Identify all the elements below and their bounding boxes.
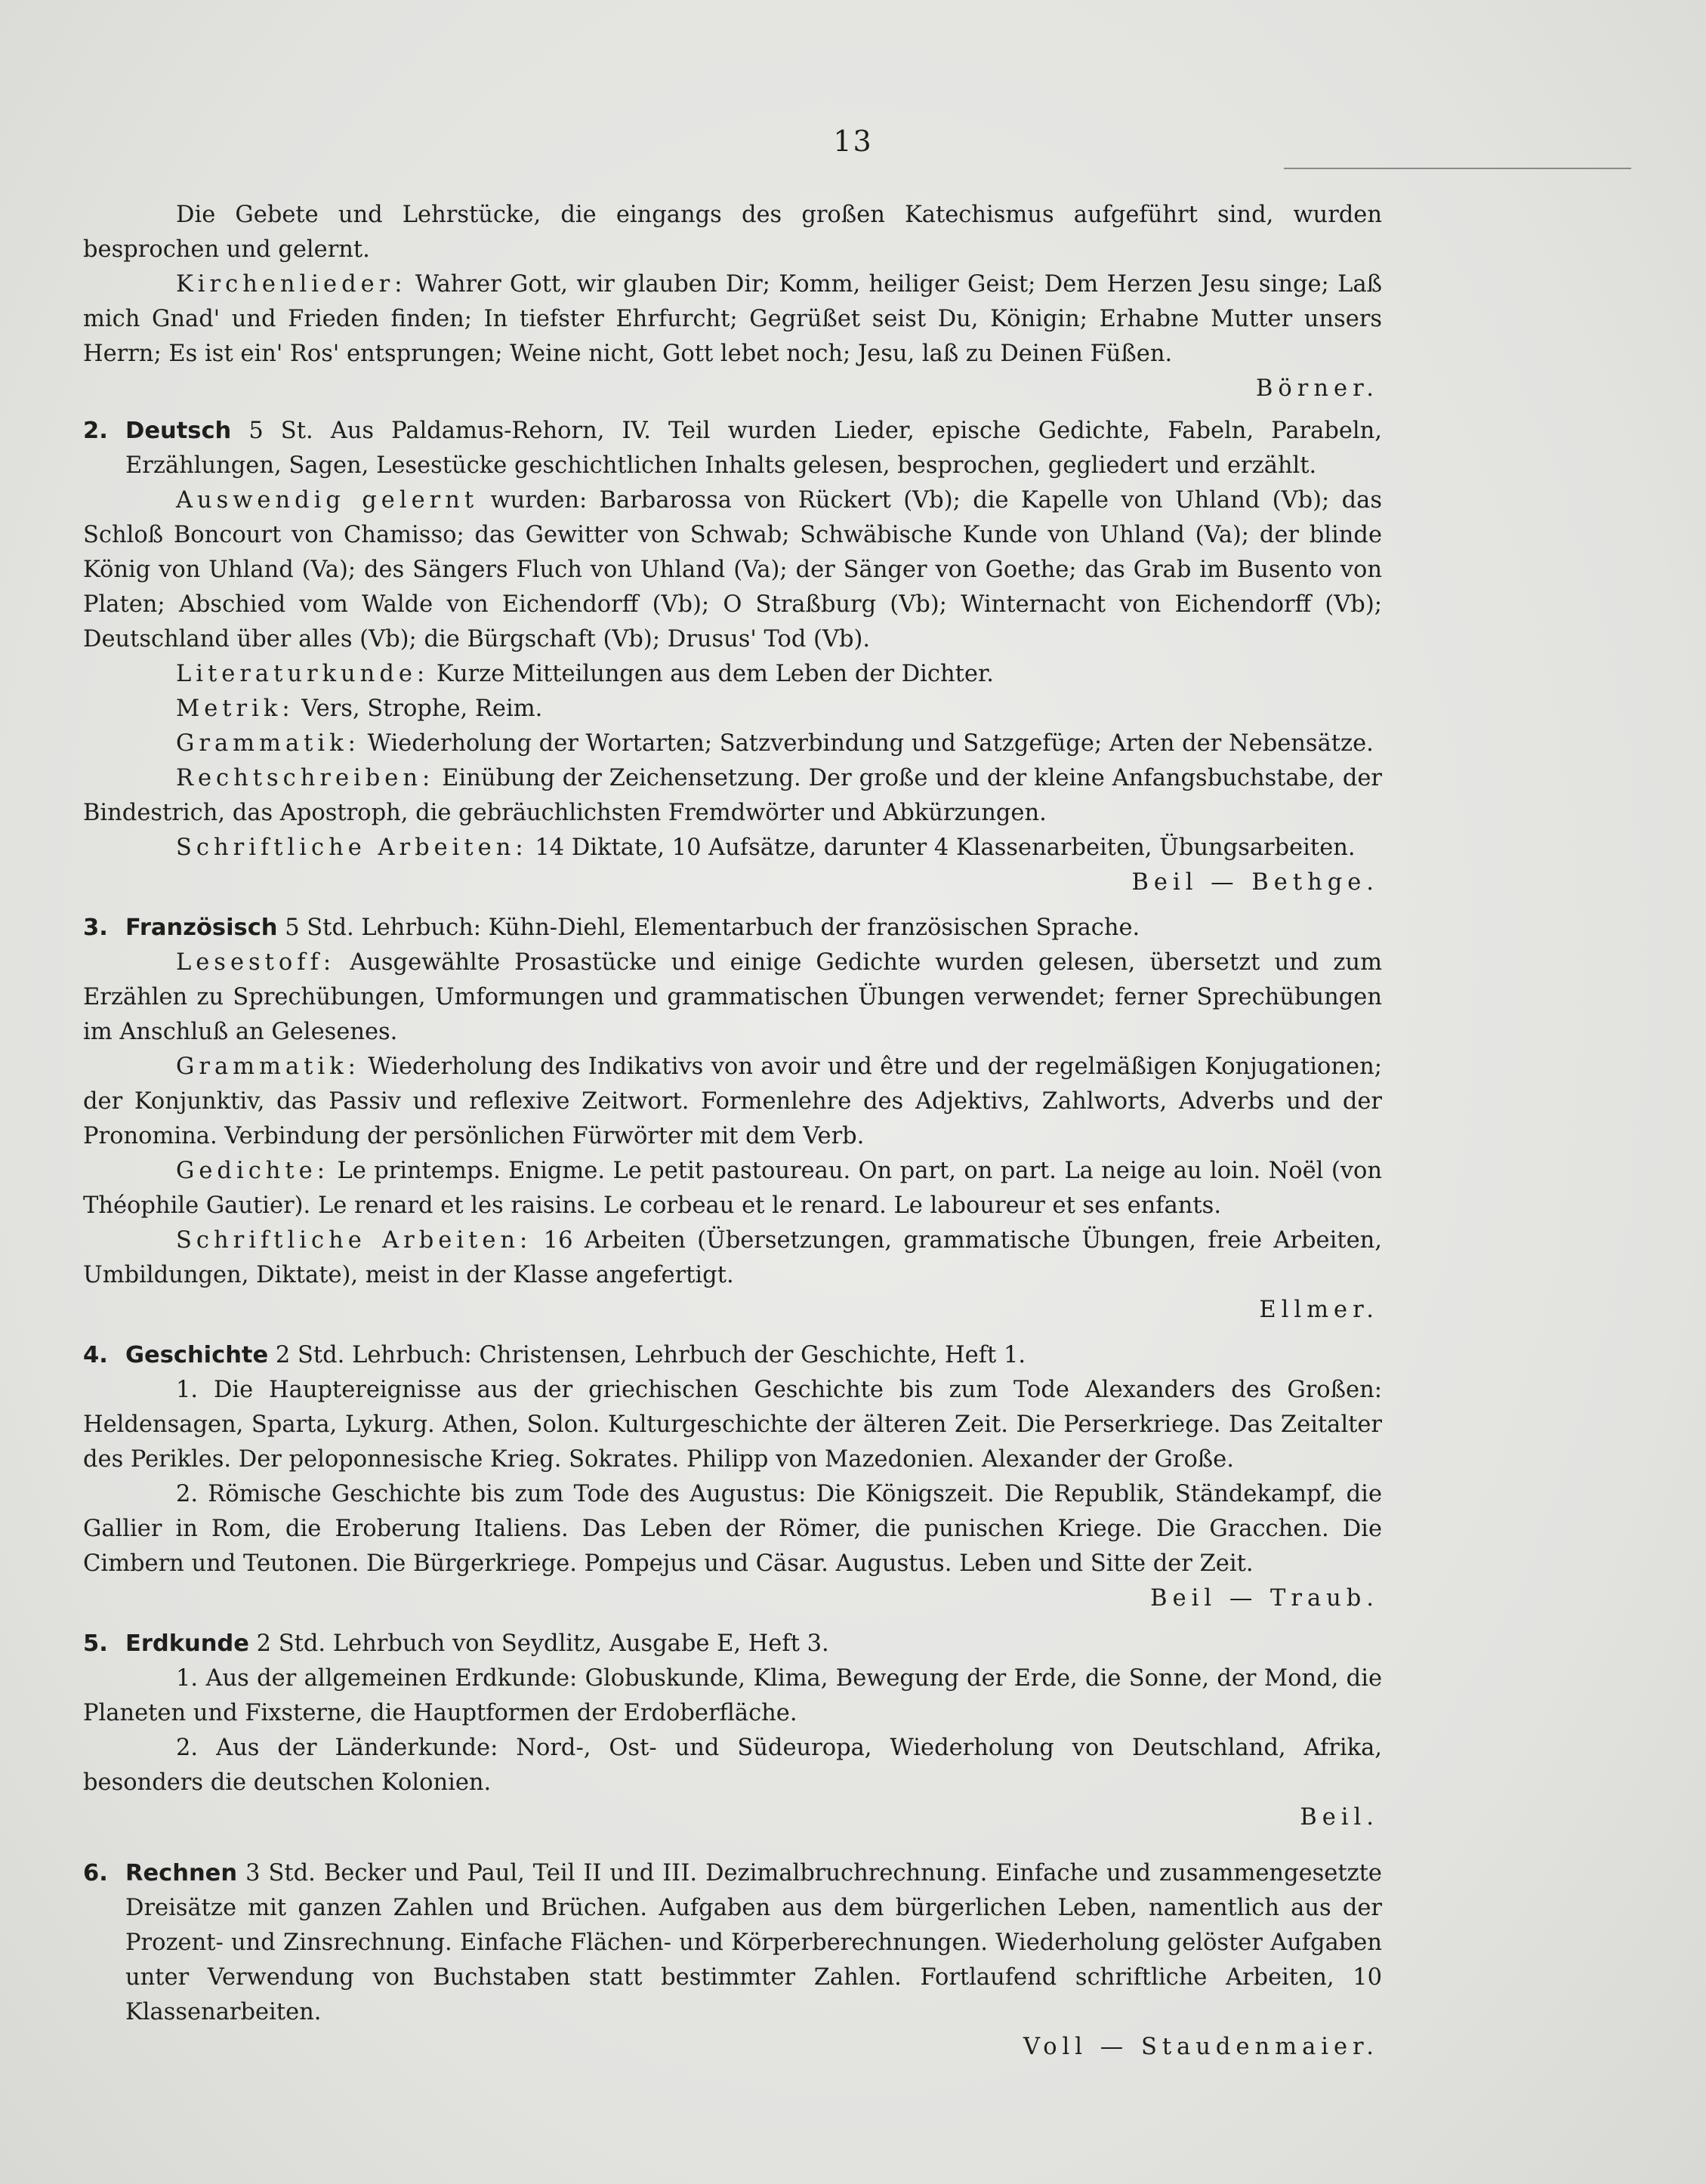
section-item-paragraph: [83, 692, 1382, 726]
item-label: Grammatik:: [176, 730, 360, 757]
section-item-paragraph: [83, 1731, 1382, 1800]
item-text: Ausgewählte Prosastücke und einige Gedichte wurden gelesen, übersetzt und zum Erzählen zu Sprechübungen, Umformungen und grammatischen Übungen verwendet; ferner Sprechübungen im Anschluß an Gelesenes.: [83, 949, 1382, 1045]
item-label: Grammatik:: [176, 1053, 360, 1080]
section-number: 3.: [83, 915, 108, 941]
item-text: Römische Geschichte bis zum Tode des Augustus: Die Königszeit. Die Republik, Ständekampf, die Gallier in Rom, die Eroberung Italiens. Das Leben der Römer, die punischen Kriege. Die Gracchen. Die Cimbern und Teutonen. Die Bürgerkriege. Pompejus und Cäsar. Augustus. Leben und Sitte der Zeit.: [83, 1481, 1382, 1577]
item-label: Metrik:: [176, 696, 295, 722]
header-rule: [1284, 168, 1631, 169]
section-hours: 5 St.: [248, 418, 313, 444]
section-number: 2.: [83, 418, 108, 444]
section-signature: Voll — Staudenmaier.: [1023, 2034, 1379, 2060]
kirchenlieder-label: Kirchenlieder:: [176, 271, 407, 298]
section-intro-paragraph: [125, 911, 1382, 945]
section-item-paragraph: [83, 1154, 1382, 1223]
section-intro-paragraph: [125, 1627, 1382, 1661]
section-intro-paragraph: [125, 1856, 1382, 2030]
kirchenlieder-text: Wahrer Gott, wir glauben Dir; Komm, heiliger Geist; Dem Herzen Jesu singe; Laß mich Gnad' und Frieden finden; In tiefster Ehrfurcht; Gegrüßet seist Du, Königin; Erhabne Mutter unsers Herrn; Es ist ein' Ros' entsprungen; Weine nicht, Gott lebet noch; Jesu, laß zu Deinen Füßen.: [83, 271, 1382, 367]
section-signature: Beil — Bethge.: [1131, 869, 1379, 896]
section-2: [83, 414, 1382, 900]
section-hours: 2 Std.: [256, 1630, 326, 1657]
item-label: Literaturkunde:: [176, 661, 430, 687]
section-signature: Beil — Traub.: [1150, 1585, 1379, 1612]
section-number: 5.: [83, 1630, 108, 1657]
section-title: Erdkunde: [125, 1630, 249, 1657]
section-number: 4.: [83, 1342, 108, 1368]
item-text: 16 Arbeiten (Übersetzungen, grammatische Übungen, freie Arbeiten, Umbildungen, Diktate), meist in der Klasse angefertigt.: [83, 1227, 1382, 1288]
item-label: 1.: [176, 1665, 199, 1692]
item-text: 14 Diktate, 10 Aufsätze, darunter 4 Klassenarbeiten, Übungsarbeiten.: [535, 834, 1356, 861]
section-heading-row: [83, 1338, 1382, 1373]
section-item-paragraph: [83, 1477, 1382, 1581]
section-item-paragraph: [83, 1661, 1382, 1731]
item-text: Vers, Strophe, Reim.: [301, 696, 543, 722]
kirchenlieder-paragraph: [83, 267, 1382, 372]
section-intro-text: Lehrbuch von Seydlitz, Ausgabe E, Heft 3.: [332, 1630, 829, 1657]
item-text: Aus der Länderkunde: Nord-, Ost- und Südeuropa, Wiederholung von Deutschland, Afrika, besonders die deutschen Kolonien.: [83, 1735, 1382, 1796]
item-label: 2.: [176, 1735, 199, 1761]
section-heading-row: [83, 1856, 1382, 2030]
section-item-paragraph: [83, 1223, 1382, 1293]
document-body: [83, 198, 1382, 2065]
section-item-paragraph: [83, 483, 1382, 657]
item-text: Wiederholung des Indikativs von avoir und être und der regelmäßigen Konjugationen; der Konjunktiv, das Passiv und reflexive Zeitwort. Formenlehre des Adjektivs, Zahlworts, Adverbs und der Pronomina. Verbindung der persönlichen Fürwörter mit dem Verb.: [83, 1053, 1382, 1149]
section-item-paragraph: [83, 726, 1382, 761]
item-label: 2.: [176, 1481, 199, 1507]
item-label: Rechtschreiben:: [176, 765, 435, 791]
section-intro-text: Becker und Paul, Teil II und III. Dezimalbruchrechnung. Einfache und zusammengesetzte Dreisätze mit ganzen Zahlen und Brüchen. Aufgaben aus dem bürgerlichen Leben, namentlich aus der Prozent- und Zinsrechnung. Einfache Flächen- und Körperberechnungen. Wiederholung gelöster Aufgaben unter Verwendung von Buchstaben statt bestimmter Zahlen. Fortlaufend schriftliche Arbeiten, 10 Klassenarbeiten.: [125, 1860, 1382, 2025]
item-label: Gedichte:: [176, 1158, 330, 1184]
section-title: Französisch: [125, 915, 278, 941]
sections-list: [83, 414, 1382, 2065]
item-label: Schriftliche Arbeiten:: [176, 834, 528, 861]
section-hours: 2 Std.: [275, 1342, 345, 1368]
section-signature: Beil.: [1300, 1804, 1379, 1831]
section-hours: 5 Std.: [285, 915, 354, 941]
section-3: [83, 911, 1382, 1328]
section-number: 6.: [83, 1860, 108, 1886]
intro-signature: Börner.: [1256, 375, 1379, 402]
section-title: Geschichte: [125, 1342, 269, 1368]
item-text: Kurze Mitteilungen aus dem Leben der Dichter.: [436, 661, 994, 687]
item-label: Auswendig gelernt: [176, 487, 479, 514]
section-heading-row: [83, 911, 1382, 945]
section-signature: Ellmer.: [1259, 1297, 1379, 1323]
section-intro-text: Lehrbuch: Christensen, Lehrbuch der Geschichte, Heft 1.: [352, 1342, 1026, 1368]
section-intro-text: Lehrbuch: Kühn-Diehl, Elementarbuch der französischen Sprache.: [361, 915, 1140, 941]
section-heading-row: [83, 1627, 1382, 1661]
item-text: Die Hauptereignisse aus der griechischen Geschichte bis zum Tode Alexanders des Großen: Heldensagen, Sparta, Lykurg. Athen, Solon. Kulturgeschichte der älteren Zeit. Die Perserkriege. Das Zeitalter des Perikles. Der peloponnesische Krieg. Sokrates. Philipp von Mazedonien. Alexander der Große.: [83, 1377, 1382, 1473]
item-text: Wiederholung der Wortarten; Satzverbindung und Satzgefüge; Arten der Nebensätze.: [367, 730, 1374, 757]
item-text: Aus der allgemeinen Erdkunde: Globuskunde, Klima, Bewegung der Erde, die Sonne, der Mond, die Planeten und Fixsterne, die Hauptformen der Erdoberfläche.: [83, 1665, 1382, 1726]
section-hours: 3 Std.: [245, 1860, 316, 1886]
section-intro-paragraph: [125, 1338, 1382, 1373]
section-item-paragraph: [83, 831, 1382, 865]
page-number: 13: [833, 125, 873, 158]
section-title: Deutsch: [125, 418, 232, 444]
item-text: wurden: Barbarossa von Rückert (Vb); die Kapelle von Uhland (Vb); das Schloß Boncourt von Chamisso; das Gewitter von Schwab; Schwäbische Kunde von Uhland (Va); der blinde König von Uhland (Va); des Sängers Fluch von Uhland (Va); der Sänger von Goethe; das Grab im Busento von Platen; Abschied vom Walde von Eichendorff (Vb); O Straßburg (Vb); Winternacht von Eichendorff (Vb); Deutschland über alles (Vb); die Bürgschaft (Vb); Drusus' Tod (Vb).: [83, 487, 1382, 652]
item-text: Le printemps. Enigme. Le petit pastoureau. On part, on part. La neige au loin. Noël (von Théophile Gautier). Le renard et les raisins. Le corbeau et le renard. Le laboureur et ses enfants.: [83, 1158, 1382, 1219]
section-heading-row: [83, 414, 1382, 483]
section-4: [83, 1338, 1382, 1616]
section-6: [83, 1856, 1382, 2065]
section-item-paragraph: [83, 1050, 1382, 1154]
section-intro-text: Aus Paldamus-Rehorn, IV. Teil wurden Lieder, epische Gedichte, Fabeln, Parabeln, Erzählungen, Sagen, Lesestücke geschichtlichen Inhalts gelesen, besprochen, gegliedert und erzählt.: [125, 418, 1382, 479]
item-label: Schriftliche Arbeiten:: [176, 1227, 532, 1254]
item-label: Lesestoff:: [176, 949, 336, 976]
intro-paragraph: Die Gebete und Lehrstücke, die eingangs des großen Katechismus aufgeführt sind, wurden besprochen und gelernt.: [83, 202, 1382, 263]
section-intro-paragraph: [125, 414, 1382, 483]
section-5: [83, 1627, 1382, 1835]
section-item-paragraph: [83, 657, 1382, 692]
section-item-paragraph: [83, 945, 1382, 1050]
section-item-paragraph: [83, 1373, 1382, 1477]
section-title: Rechnen: [125, 1860, 238, 1886]
section-item-paragraph: [83, 761, 1382, 831]
item-label: 1.: [176, 1377, 199, 1403]
item-text: Einübung der Zeichensetzung. Der große und der kleine Anfangsbuchstabe, der Bindestrich, das Apostroph, die gebräuchlichsten Fremdwörter und Abkürzungen.: [83, 765, 1382, 826]
